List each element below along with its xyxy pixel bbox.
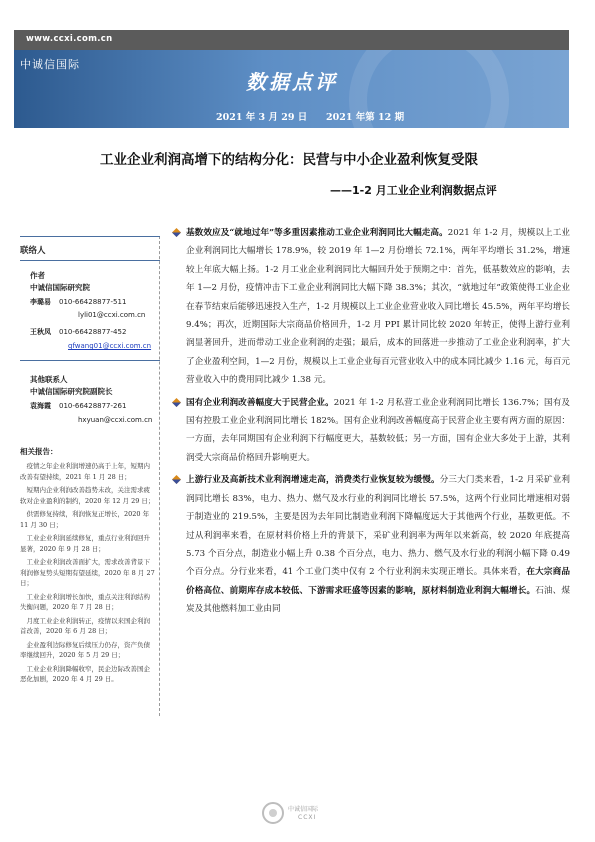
logo-cn-text: 中诚信国际: [288, 806, 319, 813]
paragraph-profit-growth: [172, 224, 570, 390]
paragraph-emphasis: 在大宗商品价格高位、前期库存成本较低、下游需求旺盛等因素的影响，原材料制造业利润大幅增长。: [186, 567, 570, 596]
author2-name: 王秋凤: [30, 328, 51, 336]
bullet-icon: [172, 398, 181, 407]
divider: [20, 236, 160, 237]
other-org: 中诚信国际研究院副院长: [30, 387, 113, 396]
related-reports: [20, 446, 156, 688]
related-report-item[interactable]: 供需修复持续，利润恢复正增长，2020 年 11 月 30 日；: [20, 510, 150, 529]
related-report-item[interactable]: 疫情之年企业利润增速仍高于上年，短期内改善有望持续，2021 年 1 月 28 日；: [20, 462, 150, 481]
paragraph-body: 分三大门类来看，1-2 月采矿业利润同比增长 83%，电力、热力、燃气及水行业的利润同比增长 57.5%，这两个行业同比增速相对弱于制造业的 219.5%，主要是因为去年同比制造业利润下降幅度远大于其他两个行业，基数更低。不过从利润率来看，在原材料价格上升的背景下，采矿业利润率为两年以来新高，较 2020 年底提高 5.73 个百分点，制造业小幅上升 0.38 个百分点，电力、热力、燃气及水行业的利润小幅下降 0.49 个百分点。分行业来看，41 个工业门类中仅有 2 个行业利润未实现正增长。具体来看，: [186, 475, 570, 578]
related-report-item[interactable]: 工业企业利润延续修复，重点行业利润回升显著，2020 年 9 月 28 日；: [20, 534, 150, 553]
author2-phone: 010-66428877-452: [59, 328, 127, 336]
bullet-icon: [172, 228, 181, 237]
author2-email[interactable]: qfwang01@ccxi.com.cn: [68, 342, 152, 350]
divider: [20, 260, 160, 261]
divider: [20, 360, 160, 361]
related-report-item[interactable]: 工业企业利润降幅收窄，民企边际改善国企恶化加剧，2020 年 4 月 29 日。: [20, 664, 150, 683]
report-date: 2021 年 3 月 29 日: [216, 112, 308, 123]
paragraph-lead: 基数效应及“就地过年”等多重因素推动工业企业利润同比大幅走高。: [186, 228, 448, 238]
url-bar: [14, 30, 569, 50]
author1-name: 李璐易: [30, 298, 51, 306]
main-content: [172, 224, 570, 623]
related-heading: 相关报告：: [20, 447, 58, 456]
other1-contact: [30, 401, 126, 411]
bullet-icon: [172, 475, 181, 484]
paragraph-body: 2021 年 1-2 月私营工业企业利润同比增长 136.7%；国有及国有控股工业企业利润同比增长 182%。国有企业利润改善幅度高于民营企业主要有两方面的原因：一方面，去年同期国有企业利润下行幅度更大，基数较低；另一方面，国有企业大多处于上游，其利润受大宗商品价格回升影响更大。: [186, 397, 570, 463]
website-url[interactable]: www.ccxi.com.cn: [26, 34, 113, 44]
paragraph-soe-vs-private: [172, 394, 570, 468]
other-contacts-heading: 其他联系人: [30, 375, 68, 384]
banner-title: 数据点评: [246, 70, 338, 94]
paragraph-lead: 国有企业利润改善幅度大于民营企业。: [186, 397, 334, 408]
paragraph-body: 2021 年 1-2 月，规模以上工业企业利润同比大幅增长 178.9%，较 2019 年 1—2 月份增长 72.1%，两年平均增长 31.2%，增速较上年底大幅上扬。1-2 月工业企业利润同比大幅回升处于预期之中：首先，低基数效应的影响，去年 1—2 月份，疫情冲击下工业企业利润同比大幅下降 38.3%；其次，“就地过年”政策使得工业企业在春节结束后能够迅速投入生产，1-2 月规模以上工业企业营业收入同比增长 45.5%，两年平均增长 9.4%；再次，近期国际大宗商品价格回升，1-2 月 PPI 累计同比较 2020 年转正，使得上游行业利润显著回升，进而带动工业企业利润的走强；最后，成本的回落进一步推动了工业企业利润率，扩大了企业盈利空间，1—2 月份，规模以上工业企业每百元营业收入中的成本同比减少 1.16 元，每百元营业收入中的费用同比减少 1.38 元。: [186, 228, 570, 386]
logo-icon: [262, 802, 284, 824]
related-report-item[interactable]: 短期内企业利润改善趋势未改，关注需求疲软对企业盈利的制约，2020 年 12 月 29 日；: [20, 486, 155, 505]
related-report-item[interactable]: 工业企业利润改善面扩大，需求改善背景下利润修复势头短期有望延续，2020 年 8 月 27 日；: [20, 558, 155, 587]
report-issue: 2021 年第 12 期: [326, 112, 405, 123]
header-banner: [14, 50, 569, 128]
author1-email[interactable]: lyli01@ccxi.com.cn: [78, 311, 146, 319]
footer-logo: [262, 800, 342, 826]
paragraph-body: 石油、煤炭及其他燃料加工业由同: [186, 585, 570, 615]
related-report-item[interactable]: 工业企业利润增长加快，重点关注利润结构失衡问题，2020 年 7 月 28 日；: [20, 592, 150, 611]
other1-email[interactable]: hxyuan@ccxi.com.cn: [78, 416, 153, 424]
author1-phone: 010-66428877-511: [59, 298, 127, 306]
logo-en-text: CCXI: [298, 814, 317, 821]
org-name: 中诚信国际: [20, 58, 80, 71]
sidebar: [20, 236, 160, 716]
other1-name: 袁海霞: [30, 402, 51, 410]
related-report-item[interactable]: 月度工业企业利润转正，疫情以来国企利润首改善，2020 年 6 月 28 日；: [20, 616, 150, 635]
contacts-heading: 联络人: [20, 246, 46, 256]
authors-heading: 作者: [30, 271, 45, 280]
author-org: 中诚信国际研究院: [30, 283, 90, 292]
other1-phone: 010-66428877-261: [59, 402, 127, 410]
paragraph-lead: 上游行业及高新技术业利润增速走高，消费类行业恢复较为缓慢。: [186, 475, 440, 486]
related-report-item[interactable]: 企业盈利边际修复后续压力仍存，资产负债率继续回升，2020 年 5 月 29 日；: [20, 640, 150, 659]
report-subtitle: ——1-2 月工业企业利润数据点评: [330, 184, 497, 197]
paragraph-sector-analysis: [172, 471, 570, 618]
author1-contact: [30, 297, 126, 307]
author2-contact: [30, 327, 126, 337]
report-title: 工业企业利润高增下的结构分化：民营与中小企业盈利恢复受限: [100, 152, 478, 168]
